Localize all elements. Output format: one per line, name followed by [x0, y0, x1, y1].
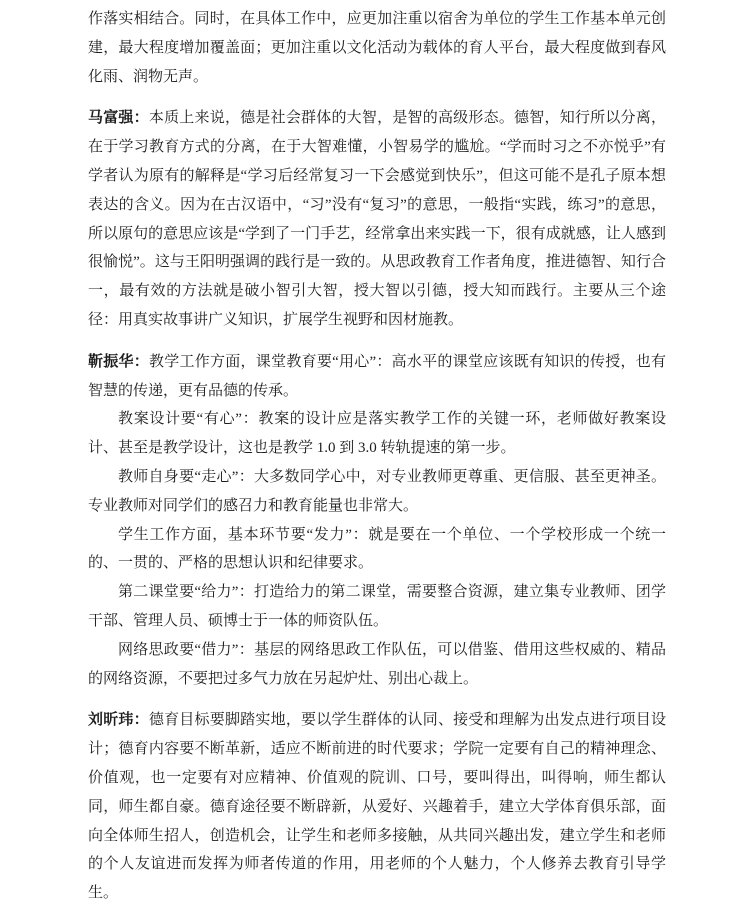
body-text-paragraph — [88, 5, 666, 91]
body-text-paragraph — [88, 521, 666, 579]
body-text-paragraph — [88, 348, 666, 406]
paragraph-text: 教学工作方面，课堂教育要“用心”：高水平的课堂应该既有知识的传授，也有智慧的传递，更有品德的传承。 — [88, 353, 666, 399]
body-text-paragraph — [88, 706, 666, 908]
body-text-paragraph — [88, 104, 666, 334]
body-text-paragraph — [88, 405, 666, 463]
body-text-paragraph — [88, 578, 666, 636]
paragraph-text: 本质上来说，德是社会群体的大智，是智的高级形态。德智，知行所以分离，在于学习教育方式的分离，在于大智难懂，小智易学的尴尬。“学而时习之不亦悦乎”有学者认为原有的解释是“学习后经常复习一下会感觉到快乐”，但这可能不是孔子原本想表达的含义。因为在古汉语中，“习”没有“复习”的意思，一般指“实践，练习”的意思，所以原句的意思应该是“学到了一门手艺，经常拿出来实践一下，很有成就感，让人感到很愉悦”。这与王阳明强调的践行是一致的。从思政教育工作者角度，推进德智、知行合一，最有效的方法就是破小智引大智，授大智以引德，授大知而践行。主要从三个途径：用真实故事讲广义知识，扩展学生视野和因材施教。 — [88, 110, 666, 328]
paragraph-text: 学生工作方面，基本环节要“发力”：就是要在一个单位、一个学校形成一个统一的、一贯的、严格的思想认识和纪律要求。 — [88, 526, 666, 572]
paragraph-text: 第二课堂要“给力”：打造给力的第二课堂，需要整合资源，建立集专业教师、团学干部、管理人员、硕博士于一体的师资队伍。 — [88, 584, 666, 629]
body-text-paragraph — [88, 636, 666, 694]
speaker-name: 刘昕玮： — [88, 712, 149, 729]
paragraph-text: 教师自身要“走心”：大多数同学心中，对专业教师更尊重、更信服、甚至更神圣。专业教师对同学们的感召力和教育能量也非常大。 — [88, 468, 666, 514]
speaker-name: 靳振华： — [88, 353, 150, 370]
body-text-paragraph — [88, 463, 666, 521]
paragraph-text: 德育目标要脚踏实地，要以学生群体的认同、接受和理解为出发点进行项目设计；德育内容要不断革新，适应不断前进的时代要求；学院一定要有自己的精神理念、价值观，也一定要有对应精神、价值观的院训、口号，要叫得出，叫得响，师生都认同，师生都自豪。德育途径要不断辟新，从爱好、兴趣着手，建立大学体育俱乐部，面向全体师生招人，创造机会，让学生和老师多接触，从共同兴趣出发，建立学生和老师的个人友谊进而发挥为师者传道的作用，用老师的个人魅力，个人修养去教育引导学生。 — [88, 712, 666, 902]
paragraph-text: 作落实相结合。同时，在具体工作中，应更加注重以宿舍为单位的学生工作基本单元创建，最大程度增加覆盖面；更加注重以文化活动为载体的育人平台，最大程度做到春风化雨、润物无声。 — [88, 11, 666, 85]
paragraph-text: 网络思政要“借力”：基层的网络思政工作队伍，可以借鉴、借用这些权威的、精品的网络资源，不要把过多气力放在另起炉灶、别出心裁上。 — [88, 641, 666, 687]
paragraph-text: 教案设计要“有心”：教案的设计应是落实教学工作的关键一环，老师做好教案设计、甚至是教学设计，这也是教学 1.0 到 3.0 转轨提速的第一步。 — [88, 411, 666, 457]
speaker-name: 马富强： — [88, 110, 149, 127]
